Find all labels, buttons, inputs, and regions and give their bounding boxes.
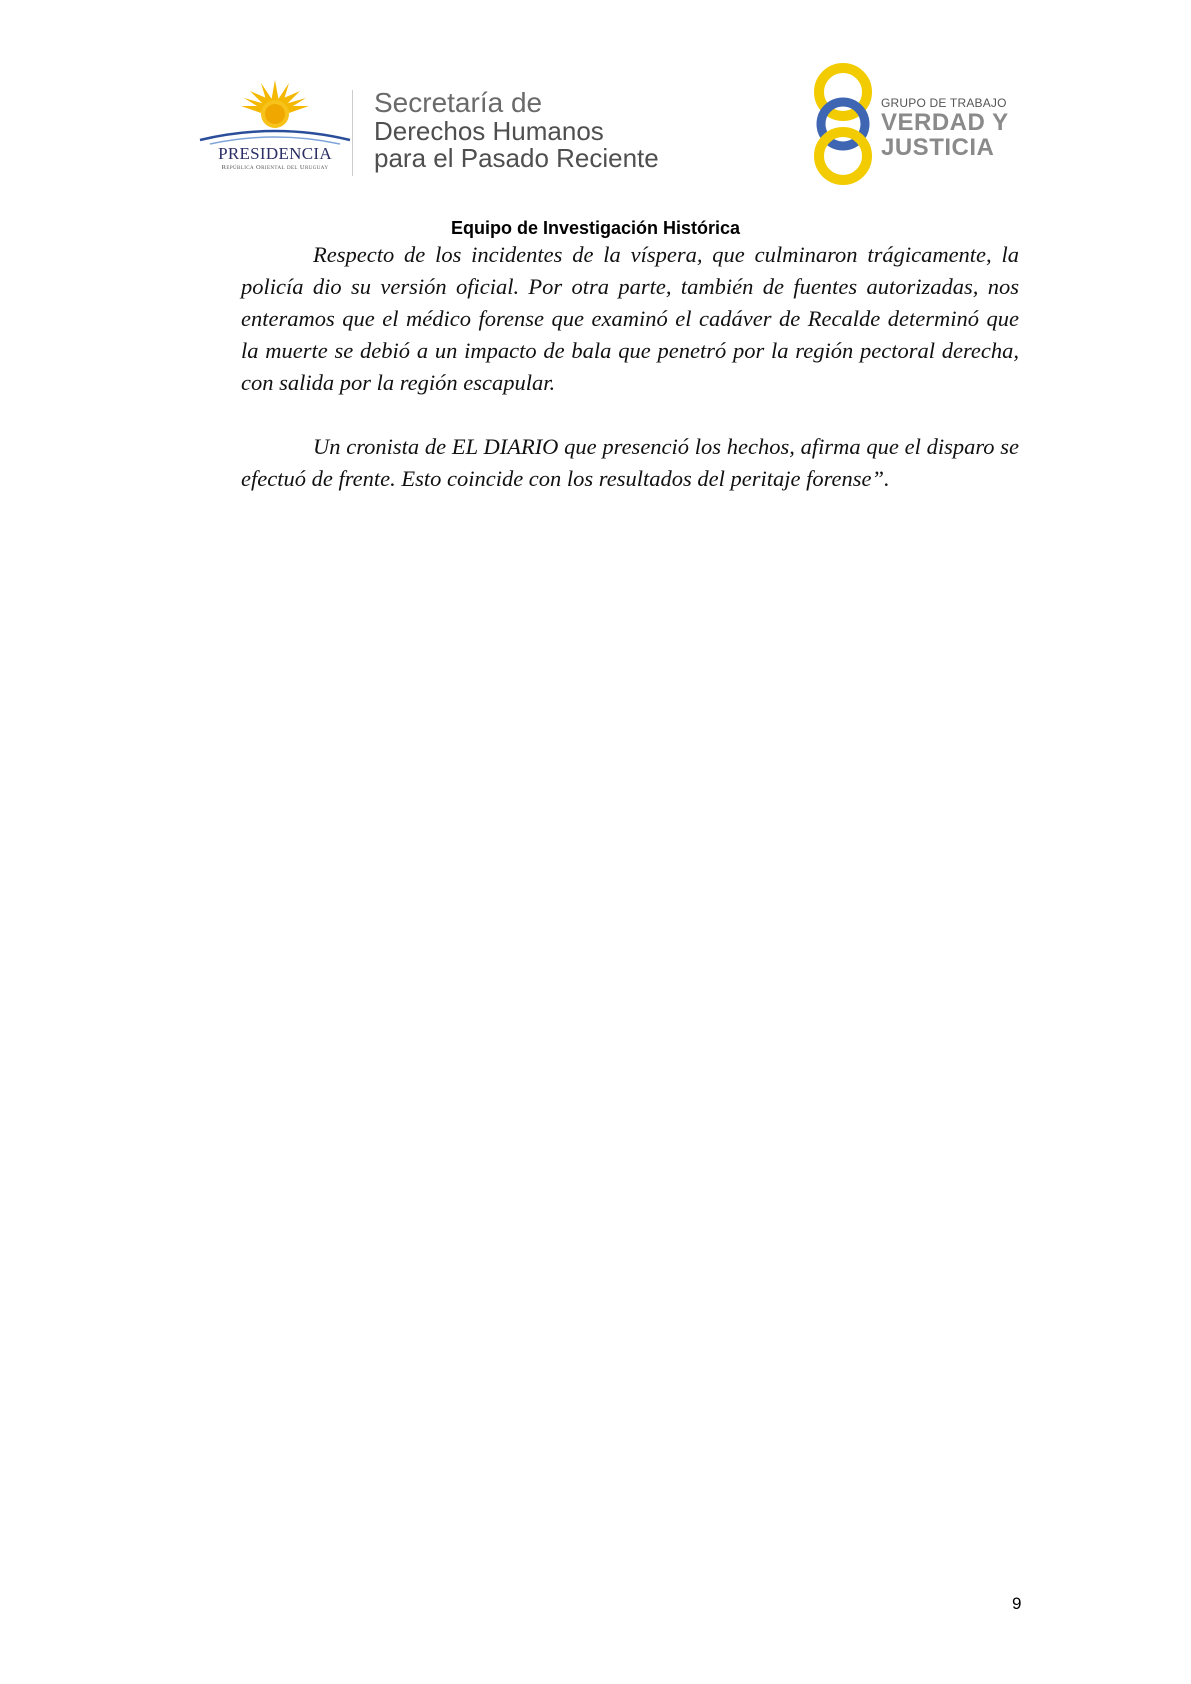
presidencia-subtitle: República Oriental del Uruguay xyxy=(221,164,329,171)
grupo-line-3: JUSTICIA xyxy=(881,134,995,161)
linked-rings-icon xyxy=(806,62,880,186)
document-subtitle: Equipo de Investigación Histórica xyxy=(450,218,741,238)
presidencia-title: PRESIDENCIA xyxy=(218,144,332,163)
secretaria-line-3: para el Pasado Reciente xyxy=(374,143,659,173)
grupo-verdad-justicia-logo xyxy=(806,62,1026,186)
secretaria-line-2: Derechos Humanos xyxy=(374,116,604,146)
sun-emblem-icon xyxy=(196,78,354,148)
page-number: 9 xyxy=(1012,1594,1022,1613)
grupo-line-1: GRUPO DE TRABAJO xyxy=(881,96,1007,110)
secretaria-logo-text xyxy=(374,88,659,172)
logo-divider xyxy=(352,90,353,176)
presidencia-logo xyxy=(196,78,354,178)
page-header xyxy=(0,0,1191,200)
paragraph: Un cronista de EL DIARIO que presenció los hechos, afirma que el disparo se efectuó de frente. Esto coincide con los resultados del peritaje forense”. xyxy=(241,434,1019,491)
paragraph: Respecto de los incidentes de la víspera, que culminaron trágicamente, la policía dio su versión oficial. Por otra parte, también de fuentes autorizadas, nos enteramos que el médico forense que examinó el cadáver de Recalde determinó que la muerte se debió a un impacto de bala que penetró por la región pectoral derecha, con salida por la región escapular. xyxy=(241,242,1019,395)
grupo-line-2: VERDAD Y xyxy=(881,109,1009,136)
document-body xyxy=(241,239,1019,495)
secretaria-line-1: Secretaría de xyxy=(374,87,543,118)
